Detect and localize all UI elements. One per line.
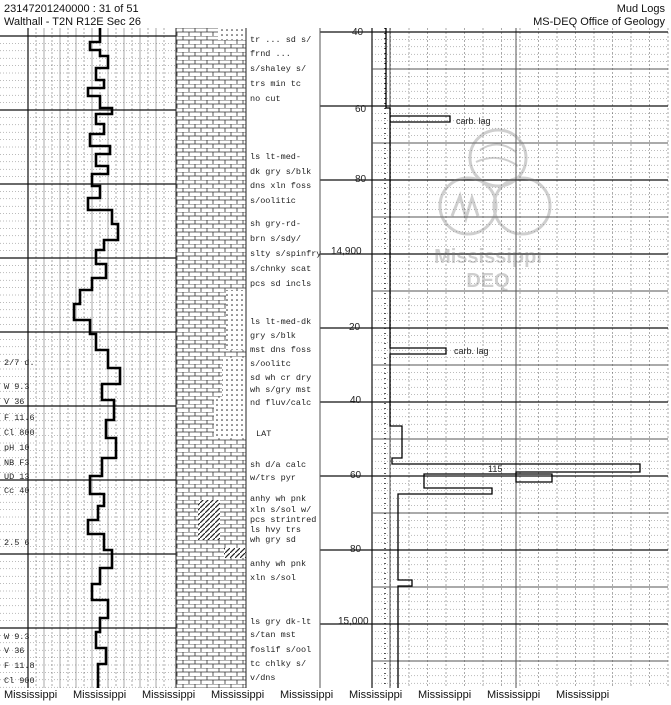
lithology-note: sd wh cr dry — [250, 373, 312, 383]
depth-label: 20 — [349, 322, 361, 333]
lithology-note: wh s/gry mst — [250, 385, 312, 395]
lithology-note: nd fluv/calc — [250, 398, 312, 408]
footer-text: Mississippi — [4, 689, 58, 701]
depth-label: 60 — [350, 470, 362, 481]
agency-label: MS-DEQ Office of Geology — [533, 16, 665, 28]
lithology-note: LAT — [256, 429, 272, 439]
doc-type-label: Mud Logs — [616, 3, 665, 15]
lithology-note: w/trs pyr — [250, 473, 296, 483]
footer-text: Mississippi — [487, 689, 541, 701]
lithology-note: slty s/spinfry — [250, 249, 322, 259]
mud-property: 2/7 d. — [4, 358, 35, 368]
depth-label: 14,900 — [331, 246, 362, 257]
lithology-note: ls lt-med- — [250, 152, 302, 162]
lithology-note: s/shaley s/ — [250, 64, 307, 74]
lithology-note: v/dns — [250, 673, 276, 683]
watermark-line-2: DEQ — [466, 270, 510, 292]
lithology-note: dk gry s/blk — [250, 167, 312, 177]
lithology-note: s/chnky scat — [250, 264, 312, 274]
lithology-note: brn s/sdy/ — [250, 234, 302, 244]
footer-text: Mississippi — [280, 689, 334, 701]
mud-property: NB F3 — [4, 458, 30, 468]
mud-property: W 9.3 — [4, 632, 30, 642]
lithology-note: mst dns foss — [250, 345, 312, 355]
watermark-line-1: Mississippi — [434, 246, 542, 268]
footer-text: Mississippi — [211, 689, 265, 701]
gas-note: 115 — [488, 464, 503, 474]
footer-text: Mississippi — [349, 689, 403, 701]
lithology-note: no cut — [250, 94, 281, 104]
api-page-label: 23147201240000 : 31 of 51 — [4, 3, 139, 15]
lithology-note: pcs sd incls — [250, 279, 312, 289]
lithology-note: ls hvy trs — [250, 525, 302, 535]
mud-property: Cc 40 — [4, 486, 30, 496]
lithology-note: s/tan mst — [250, 630, 296, 640]
mud-property: Cl 800 — [4, 428, 35, 438]
lithology-note: s/oolitc — [250, 359, 291, 369]
depth-label: 80 — [355, 174, 367, 185]
lithology-note: trs min tc — [250, 79, 302, 89]
lithology-note: frnd ... — [250, 49, 291, 59]
footer-text: Mississippi — [418, 689, 472, 701]
mud-property: UD 13 — [4, 472, 30, 482]
lithology-note: xln s/sol w/ — [250, 505, 312, 515]
lithology-note: sh d/a calc — [250, 460, 307, 470]
lithology-note: sh gry-rd- — [250, 219, 302, 229]
footer-text: Mississippi — [556, 689, 610, 701]
mud-log-scan — [0, 28, 671, 688]
footer-watermark-strip — [0, 688, 671, 705]
gas-note: carb. lag — [454, 346, 489, 356]
mud-property: Cl 900 — [4, 676, 35, 686]
lithology-note: xln s/sol — [250, 573, 296, 583]
drill-rate-curve — [74, 28, 120, 688]
depth-label: 15,000 — [338, 616, 369, 627]
lithology-note: dns xln foss — [250, 181, 312, 191]
lithology-note: foslif s/ool — [250, 645, 312, 655]
mississippi-deq-watermark — [418, 118, 558, 318]
lithology-note: anhy wh pnk — [250, 559, 307, 569]
lithology-note: ls lt-med-dk — [250, 317, 312, 327]
lithology-note: tr ... sd s/ — [250, 35, 312, 45]
lithology-note: tc chlky s/ — [250, 659, 307, 669]
gas-note: carb. lag — [456, 116, 491, 126]
depth-label: 80 — [350, 544, 362, 555]
mud-property: F 11.6 — [4, 413, 35, 423]
globe-logo-icon — [418, 118, 558, 258]
depth-label: 40 — [350, 395, 362, 406]
mud-property: W 9.3 — [4, 382, 30, 392]
depth-label: 60 — [355, 104, 367, 115]
depth-label: 40 — [352, 28, 364, 38]
mud-property: pH 10 — [4, 443, 30, 453]
lithology-note: wh gry sd — [250, 535, 296, 545]
lithology-note: s/oolitic — [250, 196, 296, 206]
footer-text: Mississippi — [73, 689, 127, 701]
lithology-note: gry s/blk — [250, 331, 296, 341]
mud-property: V 36 — [4, 646, 25, 656]
lithology-column — [176, 28, 246, 688]
lithology-note: anhy wh pnk — [250, 494, 307, 504]
mud-property: 2.5 6 — [4, 538, 30, 548]
mud-property: F 11.8 — [4, 661, 35, 671]
mud-property: V 36 — [4, 397, 25, 407]
lithology-note: ls gry dk-lt — [250, 617, 312, 627]
footer-text: Mississippi — [142, 689, 196, 701]
location-label: Walthall - T2N R12E Sec 26 — [4, 16, 141, 28]
lithology-note: pcs strintred — [250, 515, 317, 525]
